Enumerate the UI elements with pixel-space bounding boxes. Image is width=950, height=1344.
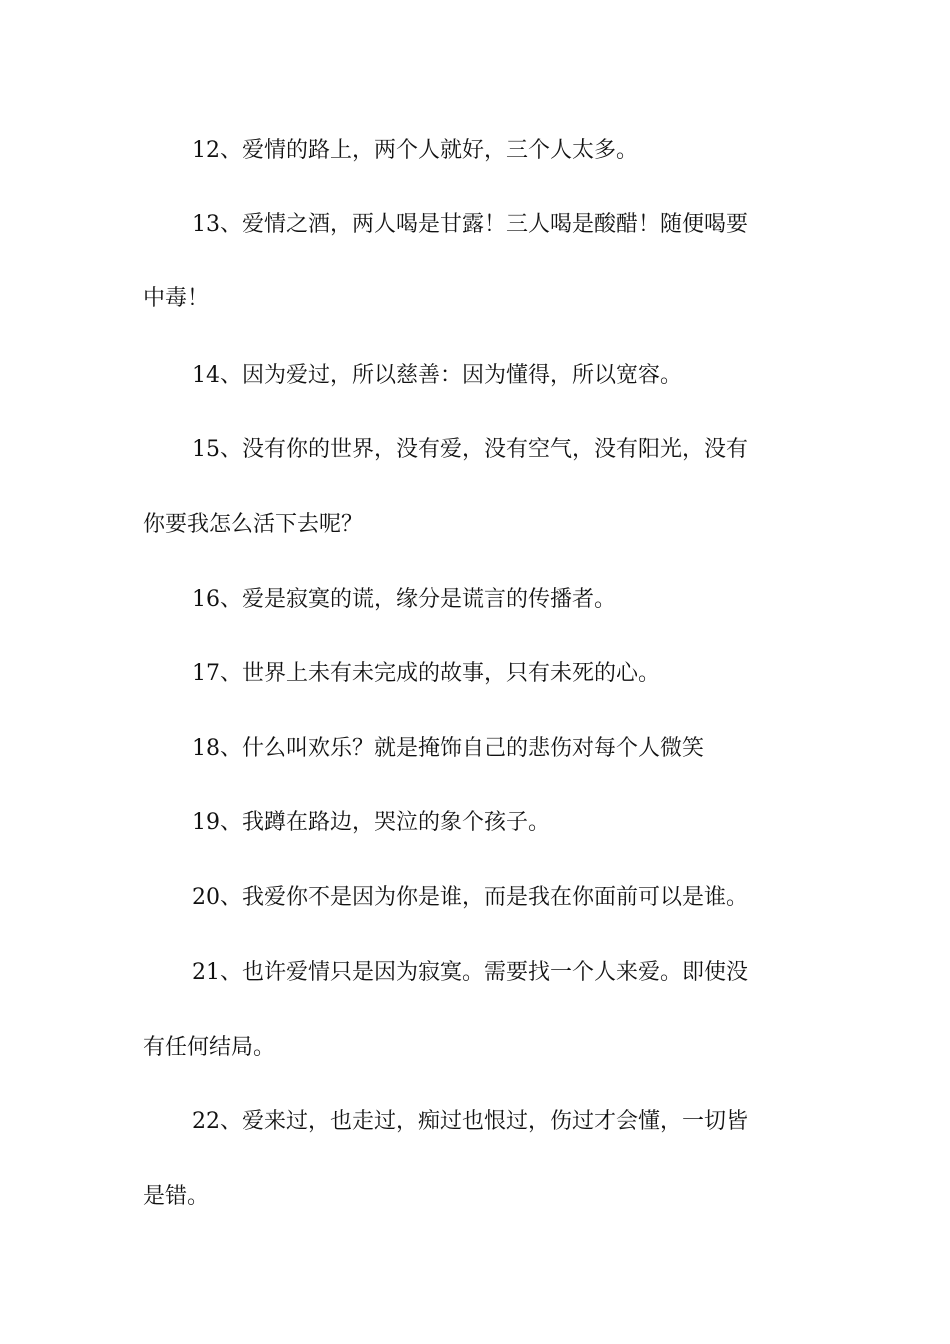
paragraph-13-line-1: 13、爱情之酒，两人喝是甘露！三人喝是酸醋！随便喝要 <box>192 212 748 237</box>
paragraph-12: 12、爱情的路上，两个人就好，三个人太多。 <box>192 138 638 163</box>
paragraph-15-line-1: 15、没有你的世界，没有爱，没有空气，没有阳光，没有 <box>192 437 748 462</box>
paragraph-18: 18、什么叫欢乐？就是掩饰自己的悲伤对每个人微笑 <box>192 736 704 761</box>
paragraph-22-line-1: 22、爱来过，也走过，痴过也恨过，伤过才会懂，一切皆 <box>192 1109 748 1134</box>
paragraph-15-line-2: 你要我怎么活下去呢？ <box>143 512 364 537</box>
paragraph-20: 20、我爱你不是因为你是谁，而是我在你面前可以是谁。 <box>192 885 748 910</box>
paragraph-22-line-2: 是错。 <box>143 1184 210 1209</box>
paragraph-16: 16、爱是寂寞的谎，缘分是谎言的传播者。 <box>192 587 616 612</box>
paragraph-13-line-2: 中毒！ <box>143 286 210 311</box>
paragraph-21-line-2: 有任何结局。 <box>143 1035 276 1060</box>
paragraph-21-line-1: 21、也许爱情只是因为寂寞。需要找一个人来爱。即使没 <box>192 960 748 985</box>
paragraph-17: 17、世界上未有未完成的故事，只有未死的心。 <box>192 661 660 686</box>
paragraph-19: 19、我蹲在路边，哭泣的象个孩子。 <box>192 810 550 835</box>
paragraph-14: 14、因为爱过，所以慈善：因为懂得，所以宽容。 <box>192 363 682 388</box>
